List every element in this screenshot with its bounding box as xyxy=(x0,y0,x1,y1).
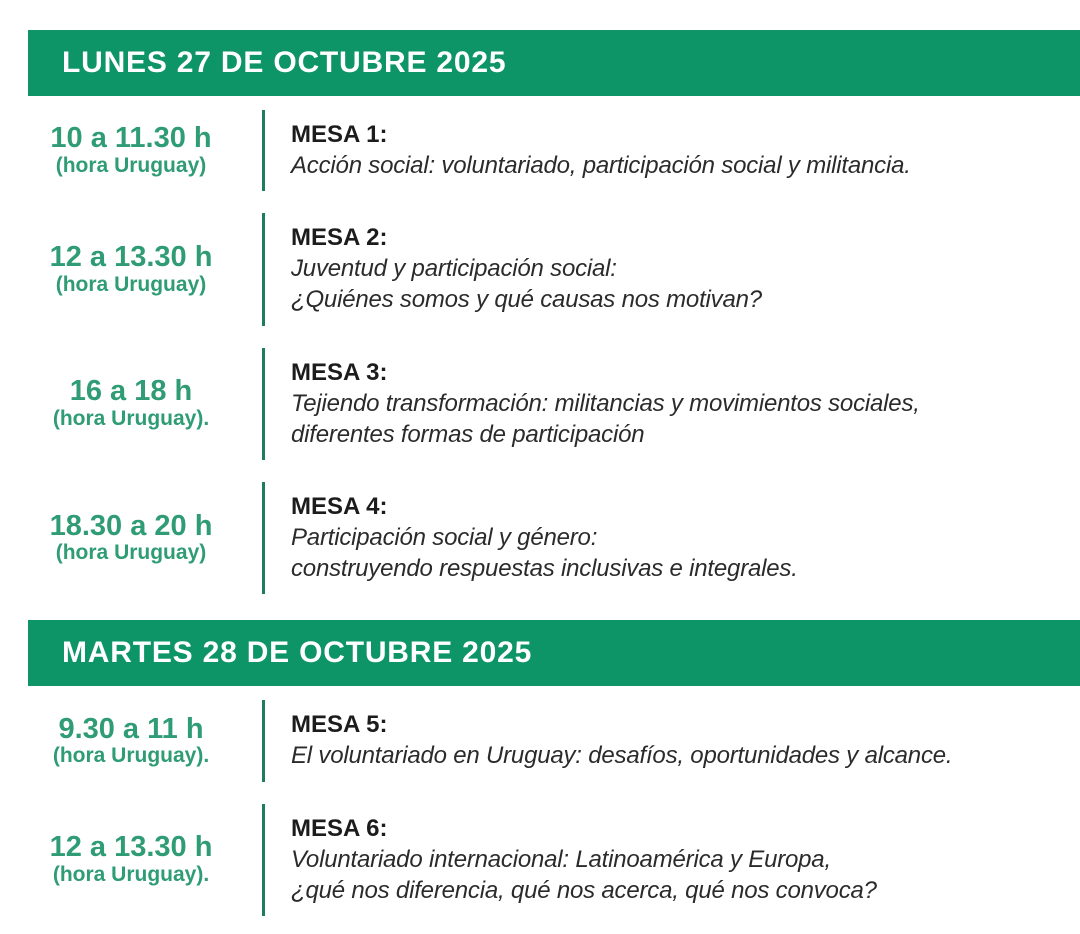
session-row xyxy=(0,348,1080,460)
session-time-block xyxy=(0,213,262,325)
session-content xyxy=(265,213,772,325)
session-row xyxy=(0,110,1080,191)
day-header-bar xyxy=(28,620,1080,686)
time-range: 10 a 11.30 h xyxy=(50,122,212,155)
session-row xyxy=(0,213,1080,325)
timezone-note: (hora Uruguay). xyxy=(52,862,210,886)
session-title: MESA 4: xyxy=(291,492,388,520)
session-description-line: ¿qué nos diferencia, qué nos acerca, qué nos convoca? xyxy=(291,876,877,904)
session-content xyxy=(265,804,887,916)
session-time-block xyxy=(0,804,262,916)
time-range: 9.30 a 11 h xyxy=(58,712,204,745)
day-header-label: LUNES 27 DE OCTUBRE 2025 xyxy=(62,46,507,79)
session-time-block xyxy=(0,700,262,781)
session-title: MESA 1: xyxy=(291,121,388,148)
timezone-note: (hora Uruguay). xyxy=(52,406,210,430)
session-time-block xyxy=(0,348,262,460)
session-content xyxy=(265,482,808,594)
session-description-line: construyendo respuestas inclusivas e integrales. xyxy=(291,555,798,583)
day-section xyxy=(0,30,1080,594)
day-section xyxy=(0,620,1080,916)
session-row xyxy=(0,700,1080,781)
session-row xyxy=(0,804,1080,916)
time-range: 12 a 13.30 h xyxy=(49,831,213,864)
session-description-line: diferentes formas de participación xyxy=(291,420,645,448)
session-content xyxy=(265,348,930,460)
time-range: 18.30 a 20 h xyxy=(49,509,213,542)
session-description-line: ¿Quiénes somos y qué causas nos motivan? xyxy=(291,286,762,314)
time-range: 12 a 13.30 h xyxy=(49,241,213,274)
timezone-note: (hora Uruguay) xyxy=(55,153,207,177)
session-description-line: Participación social y género: xyxy=(291,523,598,551)
timezone-note: (hora Uruguay) xyxy=(55,541,207,565)
session-content xyxy=(265,110,921,191)
session-title: MESA 5: xyxy=(291,711,388,739)
timezone-note: (hora Uruguay). xyxy=(52,744,210,768)
day-header-label: MARTES 28 DE OCTUBRE 2025 xyxy=(62,636,533,670)
session-description-line: El voluntariado en Uruguay: desafíos, oportunidades y alcance. xyxy=(291,742,953,770)
session-description-line: Juventud y participación social: xyxy=(291,255,617,283)
session-title: MESA 3: xyxy=(291,358,388,386)
session-rows xyxy=(0,700,1080,916)
session-title: MESA 6: xyxy=(291,814,388,842)
session-time-block xyxy=(0,110,262,191)
day-header-bar xyxy=(28,30,1080,96)
time-range: 16 a 18 h xyxy=(69,375,193,408)
session-content xyxy=(265,700,962,781)
session-description-line: Acción social: voluntariado, participación social y militancia. xyxy=(291,152,911,179)
session-description-line: Voluntariado internacional: Latinoamérica y Europa, xyxy=(291,845,831,873)
session-row xyxy=(0,482,1080,594)
session-title: MESA 2: xyxy=(291,224,388,252)
session-description-line: Tejiendo transformación: militancias y movimientos sociales, xyxy=(291,389,920,417)
timezone-note: (hora Uruguay) xyxy=(55,272,207,296)
session-time-block xyxy=(0,482,262,594)
session-rows xyxy=(0,110,1080,594)
